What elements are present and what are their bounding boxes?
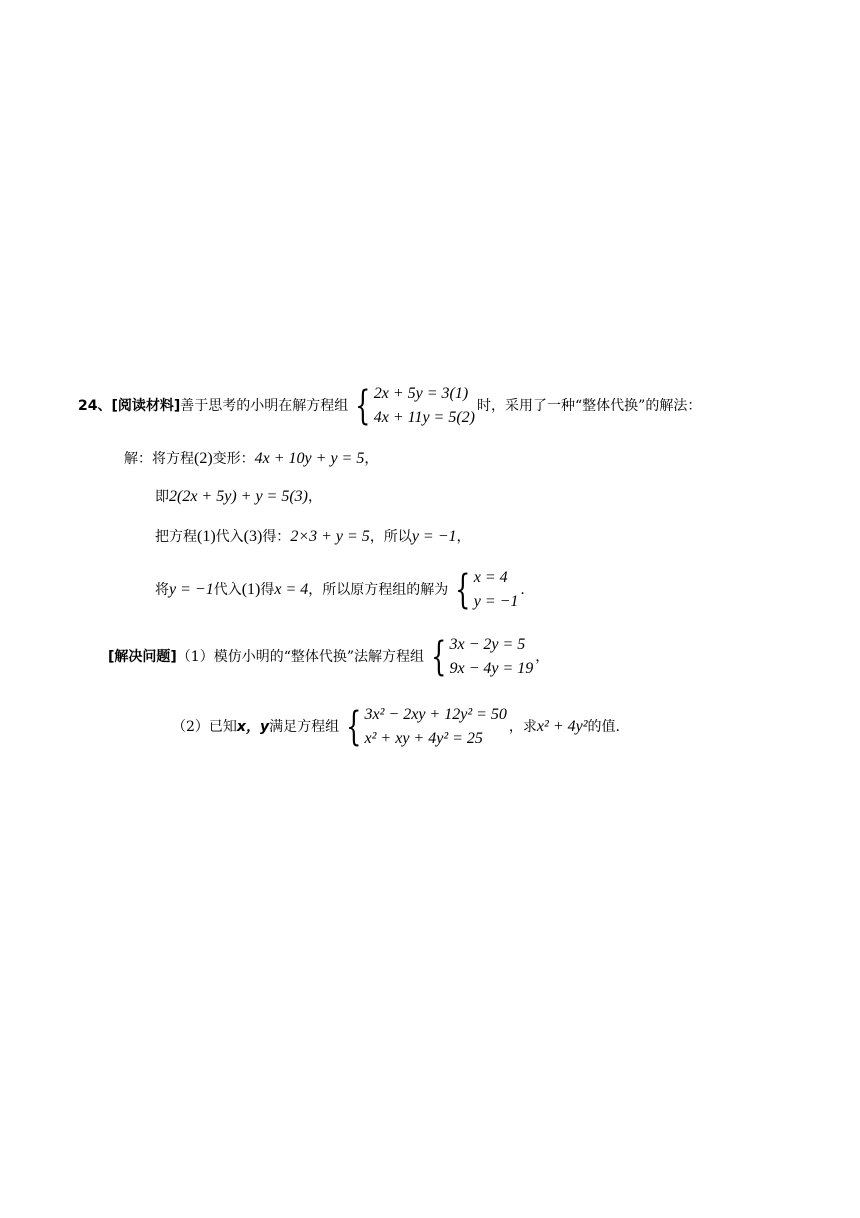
sol-text: ，所以 <box>369 529 412 545</box>
solution-eq2: y = −1 <box>473 593 519 610</box>
q1-end: ， <box>535 649 550 665</box>
equation-ref: (3) <box>243 528 263 545</box>
solution-line-1 <box>124 447 378 471</box>
left-brace-icon: { <box>355 383 371 429</box>
q2-text: 的值. <box>587 719 620 735</box>
equation-system-1 <box>350 382 475 430</box>
system1-eq1: 2x + 5y = 3(1) <box>373 385 469 402</box>
sol-text: ， <box>456 529 471 545</box>
system3-eq2: x² + xy + 4y² = 25 <box>364 730 483 747</box>
q2-text: ，求 <box>508 719 537 735</box>
equation-ref: (1) <box>241 581 261 598</box>
intro-text: 善于思考的小明在解方程组 <box>180 398 349 414</box>
sol-text: 变形： <box>212 451 255 467</box>
sol-text: ， <box>364 451 379 467</box>
q2-text: （2）已知 <box>172 719 237 735</box>
q2-text: 满足方程组 <box>269 719 340 735</box>
sol-text: . <box>520 582 525 598</box>
sol-text: 得 <box>260 582 275 598</box>
sol-text: 代入 <box>213 582 242 598</box>
equation: y = −1 <box>411 528 457 545</box>
equation: x = 4 <box>274 581 309 598</box>
sol-text: ，所以原方程组的解为 <box>308 582 449 598</box>
q1-text: （1）模仿小明的“整体代换”法解方程组 <box>176 649 425 665</box>
solve-problem-tag: [解决问题] <box>108 649 177 665</box>
solution-line-3 <box>155 525 471 549</box>
sol-text: 把方程 <box>155 529 197 545</box>
sol-text: 解：将方程 <box>124 451 194 467</box>
q2-expression: x² + 4y² <box>536 718 588 735</box>
intro-tail: 时，采用了一种“整体代换”的解法： <box>477 398 702 414</box>
left-brace-icon: { <box>455 567 471 613</box>
sol-text: 代入 <box>215 529 244 545</box>
reading-material-tag: [阅读材料] <box>111 398 181 414</box>
question-1-line <box>108 632 549 682</box>
equation-ref: (2) <box>194 450 213 467</box>
solution-system <box>450 566 518 614</box>
sol-text: 将 <box>155 582 169 598</box>
solution-line-2 <box>155 485 322 509</box>
q2-vars: x，y <box>236 719 270 735</box>
sol-text: 即 <box>155 489 169 505</box>
sol-text: ， <box>308 489 323 505</box>
system3-eq1: 3x² − 2xy + 12y² = 50 <box>364 706 507 723</box>
equation-system-3 <box>341 703 507 751</box>
left-brace-icon: { <box>431 634 447 680</box>
problem-intro-line <box>78 381 701 431</box>
equation: 4x + 10y + y = 5 <box>254 450 365 467</box>
system2-eq2: 9x − 4y = 19 <box>449 660 534 677</box>
problem-number: 24、 <box>78 398 112 414</box>
equation: y = −1 <box>169 581 214 598</box>
question-2-line <box>172 702 620 752</box>
equation-system-2 <box>426 633 533 681</box>
system2-eq1: 3x − 2y = 5 <box>449 636 526 653</box>
equation: 2(2x + 5y) + y = 5(3) <box>169 488 309 505</box>
equation: 2×3 + y = 5 <box>290 528 370 545</box>
left-brace-icon: { <box>346 704 362 750</box>
sol-text: 得： <box>262 529 291 545</box>
solution-eq1: x = 4 <box>473 569 508 586</box>
solution-line-4 <box>155 565 525 615</box>
system1-eq2: 4x + 11y = 5(2) <box>373 409 475 426</box>
equation-ref: (1) <box>197 528 216 545</box>
